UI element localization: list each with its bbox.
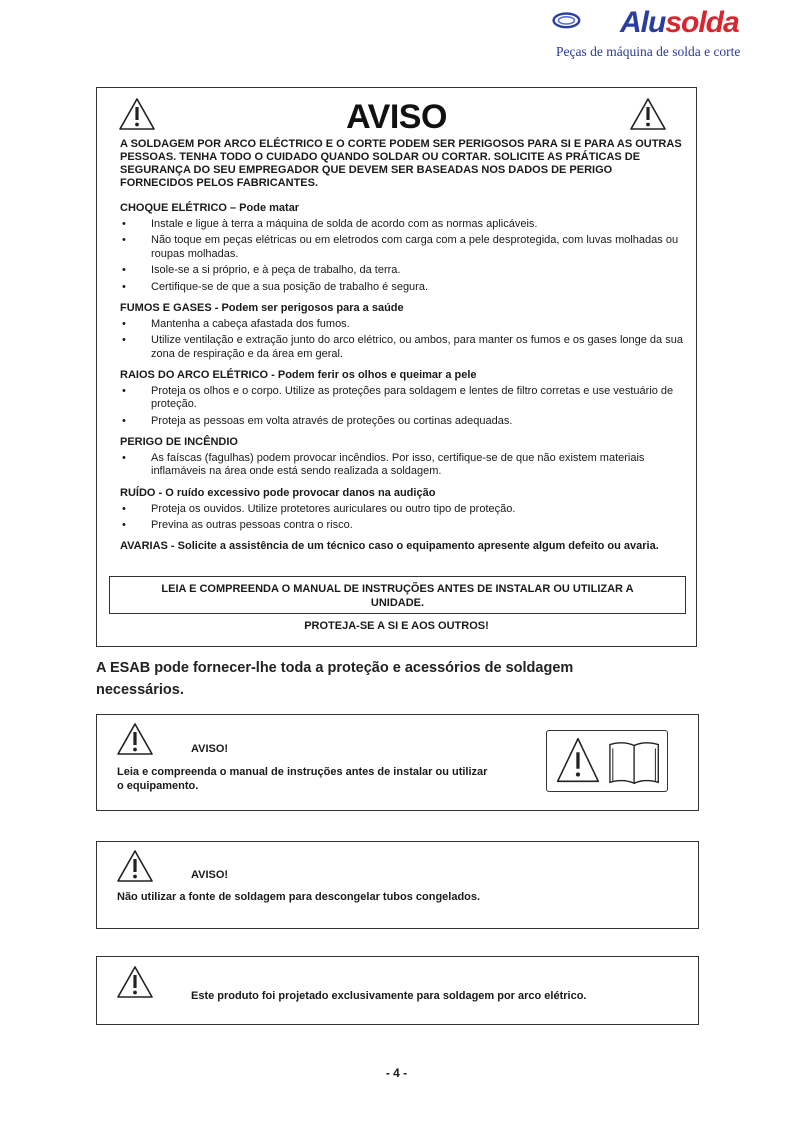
page-number: - 4 - — [385, 1066, 408, 1080]
list-item: • Proteja os olhos e o corpo. Utilize as proteções para soldagem e lentes de filtro corretas e use vestuário de proteção. — [120, 385, 685, 412]
section-heading: CHOQUE ELÉTRICO – Pode matar — [120, 202, 300, 214]
section-arc-rays — [120, 369, 685, 431]
list-item: • Utilize ventilação e extração junto do arco elétrico, ou ambos, para manter os fumos e os gases longe da sua zona de respiração e da área em geral. — [120, 334, 685, 361]
section-fire — [120, 436, 685, 482]
warning-label: AVISO! — [191, 869, 229, 881]
warning-intro: A SOLDAGEM POR ARCO ELÉCTRICO E O CORTE PODEM SER PERIGOSOS PARA SI E PARA AS OUTRAS PESSOAS. TENHA TODO O CUIDADO QUANDO SOLDAR OU CORTAR. SOLICITE AS PRÁTICAS DE SEGURANÇA DO SEU EMPREGADOR QUE DEVEM SER BASEADAS NOS DADOS DE PERIGO FORNECIDOS PELOS FABRICANTES. — [120, 138, 682, 189]
list-item: • Proteja as pessoas em volta através de proteções ou cortinas adequadas. — [120, 415, 685, 429]
section-noise — [120, 487, 685, 536]
brand-name — [620, 6, 739, 40]
warning-box-frozen-pipes — [96, 841, 699, 929]
read-manual-icon — [546, 730, 668, 792]
warning-box-manual — [96, 714, 699, 811]
warning-label: AVISO! — [191, 743, 229, 755]
esab-note: A ESAB pode fornecer-lhe toda a proteção e acessórios de soldagem necessários. — [96, 660, 574, 698]
section-electric-shock — [120, 202, 685, 297]
list-item: • Instale e ligue à terra a máquina de solda de acordo com as normas aplicáveis. — [120, 218, 685, 232]
avarias-text: AVARIAS - Solicite a assistência de um técnico caso o equipamento apresente algum defeito ou avaria. — [120, 540, 659, 552]
list-item: • Certifique-se de que a sua posição de trabalho é segura. — [120, 281, 685, 295]
brand-solda: solda — [665, 6, 739, 39]
list-item: • Mantenha a cabeça afastada dos fumos. — [120, 318, 685, 332]
warning-triangle-icon — [116, 722, 154, 756]
list-item: • As faíscas (fagulhas) podem provocar incêndios. Por isso, certifique-se de que não existem materiais inflamáveis na área onde está sendo realizada a soldagem. — [120, 452, 685, 479]
section-heading: RUÍDO - O ruído excessivo pode provocar danos na audição — [120, 487, 436, 499]
brand-tagline: Peças de máquina de solda e corte — [556, 44, 741, 59]
warning-text: Este produto foi projetado exclusivamente para soldagem por arco elétrico. — [191, 990, 587, 1002]
list-item: • Não toque em peças elétricas ou em eletrodos com carga com a pele desprotegida, com luvas molhadas ou roupas molhadas. — [120, 234, 685, 261]
warning-text: Não utilizar a fonte de soldagem para descongelar tubos congelados. — [117, 891, 481, 903]
section-heading: FUMOS E GASES - Podem ser perigosos para a saúde — [120, 302, 404, 314]
warning-triangle-icon — [116, 849, 154, 883]
warning-box-arc-only — [96, 956, 699, 1025]
read-manual-notice: LEIA E COMPREENDA O MANUAL DE INSTRUÇÕES ANTES DE INSTALAR OU UTILIZAR A UNIDADE. — [109, 576, 686, 614]
list-item: • Previna as outras pessoas contra o risco. — [120, 519, 685, 533]
warning-title: AVISO — [346, 98, 447, 136]
brand-alu: Alu — [620, 6, 666, 39]
list-item: • Isole-se a si próprio, e à peça de trabalho, da terra. — [120, 264, 685, 278]
warning-triangle-icon — [116, 965, 154, 999]
section-heading: RAIOS DO ARCO ELÉTRICO - Podem ferir os olhos e queimar a pele — [120, 369, 477, 381]
main-warning-box — [96, 87, 697, 647]
list-item: • Proteja os ouvidos. Utilize protetores auriculares ou outro tipo de proteção. — [120, 503, 685, 517]
section-fumes — [120, 302, 685, 364]
warning-text: Leia e compreenda o manual de instruções antes de instalar ou utilizar o equipamento. — [117, 766, 488, 792]
section-heading: PERIGO DE INCÊNDIO — [120, 436, 238, 448]
protect-notice: PROTEJA-SE A SI E AOS OUTROS! — [304, 620, 489, 632]
